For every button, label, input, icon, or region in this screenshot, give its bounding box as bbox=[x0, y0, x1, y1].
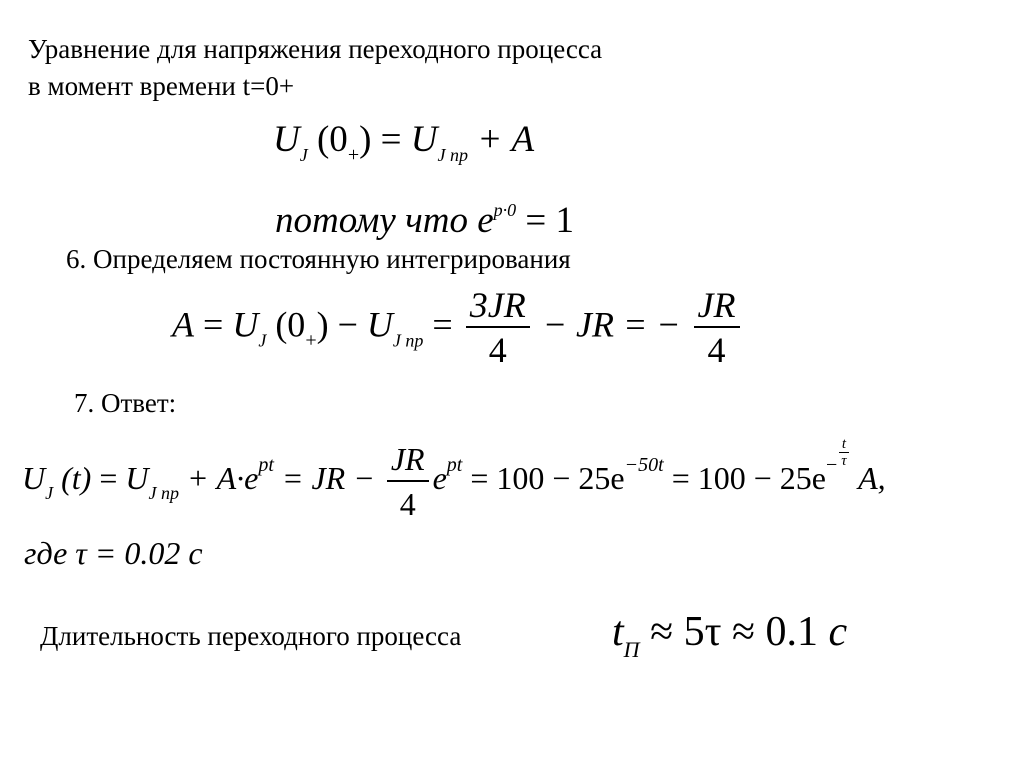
eq1-lhs-var: U bbox=[273, 119, 300, 160]
eq4-eq-val2: = 100 − 25e bbox=[663, 460, 826, 496]
eq4-u2: U bbox=[125, 460, 149, 496]
eq4-exp4-minus: − bbox=[825, 454, 838, 476]
eq4-e2: e bbox=[432, 460, 447, 496]
eq4-plus-a: + A·e bbox=[178, 460, 259, 496]
eq1-lhs-arg-open: (0 bbox=[316, 119, 348, 160]
step-6-label: Определяем постоянную интегрирования bbox=[93, 244, 571, 274]
eq4-exp2: pt bbox=[446, 454, 463, 476]
eq4-exp1: pt bbox=[258, 454, 274, 476]
eq3-frac1-den: 4 bbox=[466, 326, 530, 372]
duration-label: Длительность переходного процесса bbox=[40, 621, 462, 651]
eq3-arg-open: (0 bbox=[275, 304, 306, 345]
eq3-eq: = bbox=[194, 304, 233, 345]
eq1-lhs-arg-plus: + bbox=[347, 144, 360, 166]
eq4-u-sub: J bbox=[45, 483, 54, 503]
eq3-eq2: = bbox=[423, 304, 462, 345]
eq3-a: A bbox=[172, 304, 194, 345]
eq4-frac-den: 4 bbox=[387, 480, 429, 526]
eq3-fraction-2 bbox=[694, 284, 740, 372]
eq4-exp3: −50t bbox=[624, 454, 664, 476]
eq3-minus: − bbox=[328, 304, 367, 345]
equation-constant-a bbox=[172, 284, 744, 372]
eq4-exp4-num: t bbox=[841, 436, 847, 452]
equation-answer bbox=[22, 436, 886, 526]
eq4-eq-jr: = JR − bbox=[273, 460, 383, 496]
eq1-equals: = bbox=[371, 119, 411, 160]
intro-line-1: Уравнение для напряжения переходного процесса bbox=[28, 34, 603, 64]
eq3-frac2-num: JR bbox=[697, 285, 736, 325]
eq3-u2: U bbox=[366, 304, 393, 345]
eq1-rhs-tail: + A bbox=[468, 119, 535, 160]
eq4-exp4-fraction bbox=[839, 436, 848, 469]
eq3-arg-plus: + bbox=[305, 329, 317, 352]
eq3-u1-sub: J bbox=[258, 330, 267, 351]
eq3-arg-close: ) bbox=[316, 304, 329, 345]
step-6-number: 6. bbox=[66, 244, 87, 274]
duration-unit: с bbox=[828, 609, 848, 655]
step-6-heading bbox=[66, 243, 571, 275]
duration-equation bbox=[612, 608, 847, 663]
eq3-frac1-num: 3JR bbox=[469, 285, 526, 325]
eq4-arg: (t) bbox=[61, 460, 92, 496]
eq1-lhs-sub: J bbox=[299, 145, 308, 165]
eq4-u2-sub: J пр bbox=[148, 483, 179, 503]
eq4-eq: = bbox=[91, 460, 126, 496]
eq3-mid: − JR = − bbox=[533, 304, 690, 345]
duration-t: t bbox=[612, 609, 624, 655]
equation-because bbox=[275, 188, 574, 243]
eq3-frac2-den: 4 bbox=[694, 326, 740, 372]
eq3-u2-sub: J пр bbox=[392, 330, 424, 351]
eq1-rhs-var: U bbox=[410, 119, 438, 160]
intro-line-2: в момент времени t=0+ bbox=[28, 71, 295, 101]
step-7-number: 7. bbox=[74, 388, 95, 418]
eq2-exp: p·0 bbox=[493, 200, 517, 220]
duration-expr: ≈ 5τ ≈ 0.1 bbox=[639, 609, 829, 655]
equation-tau: где τ = 0.02 с bbox=[24, 535, 203, 571]
eq3-u1: U bbox=[232, 304, 259, 345]
eq2-text: потому что e bbox=[275, 200, 494, 241]
step-7-heading bbox=[74, 387, 176, 419]
step-7-label: Ответ: bbox=[101, 388, 177, 418]
equation-initial-voltage bbox=[273, 118, 534, 177]
eq1-lhs-arg-close: ) bbox=[359, 119, 372, 160]
duration-t-sub: П bbox=[623, 637, 640, 662]
eq4-exp4-den: τ bbox=[841, 453, 847, 469]
eq4-eq-val: = 100 − 25e bbox=[462, 460, 625, 496]
eq2-tail: = 1 bbox=[516, 200, 575, 241]
eq4-tail: A, bbox=[850, 460, 886, 496]
eq4-frac-num: JR bbox=[390, 440, 425, 477]
eq1-rhs-sub: J пр bbox=[437, 145, 469, 165]
eq4-u: U bbox=[22, 460, 46, 496]
eq4-fraction bbox=[387, 438, 429, 526]
eq3-fraction-1 bbox=[466, 284, 530, 372]
